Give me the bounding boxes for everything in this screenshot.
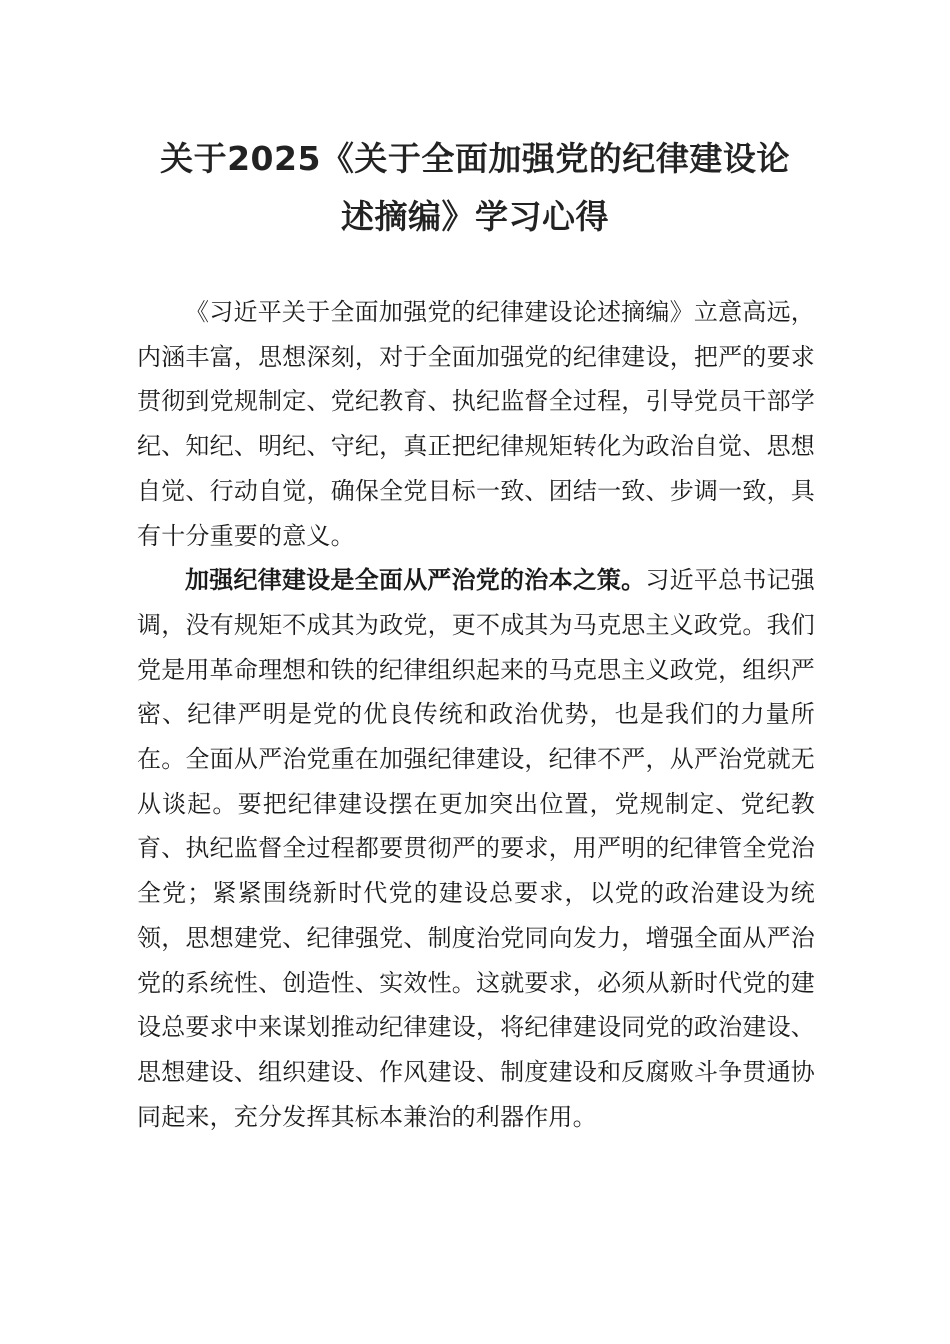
document-title [130,130,820,246]
document-body [137,290,815,1139]
paragraph-text: 习近平总书记强调，没有规矩不成其为政党，更不成其为马克思主义政党。我们党是用革命理想和铁的纪律组织起来的马克思主义政党，组织严密、纪律严明是党的优良传统和政治优势，也是我们的力量所在。全面从严治党重在加强纪律建设，纪律不严，从严治党就无从谈起。要把纪律建设摆在更加突出位置，党规制定、党纪教育、执纪监督全过程都要贯彻严的要求，用严明的纪律管全党治全党；紧紧围绕新时代党的建设总要求，以党的政治建设为统领，思想建党、纪律强党、制度治党同向发力，增强全面从严治党的系统性、创造性、实效性。这就要求，必须从新时代党的建设总要求中来谋划推动纪律建设，将纪律建设同党的政治建设、思想建设、组织建设、作风建设、制度建设和反腐败斗争贯通协同起来，充分发挥其标本兼治的利器作用。 [137,566,815,1131]
title-line-2: 述摘编》学习心得 [341,197,609,236]
paragraph-lead-heading: 加强纪律建设是全面从严治党的治本之策。 [185,566,646,595]
paragraph-text: 《习近平关于全面加强党的纪律建设论述摘编》立意高远，内涵丰富，思想深刻，对于全面加强党的纪律建设，把严的要求贯彻到党规制定、党纪教育、执纪监督全过程，引导党员干部学纪、知纪、明纪、守纪，真正把纪律规矩转化为政治自觉、思想自觉、行动自觉，确保全党目标一致、团结一致、步调一致，具有十分重要的意义。 [137,298,815,550]
paragraph-intro [137,290,815,558]
title-line-1: 关于2025《关于全面加强党的纪律建设论 [160,139,790,178]
paragraph-discipline [137,558,815,1139]
